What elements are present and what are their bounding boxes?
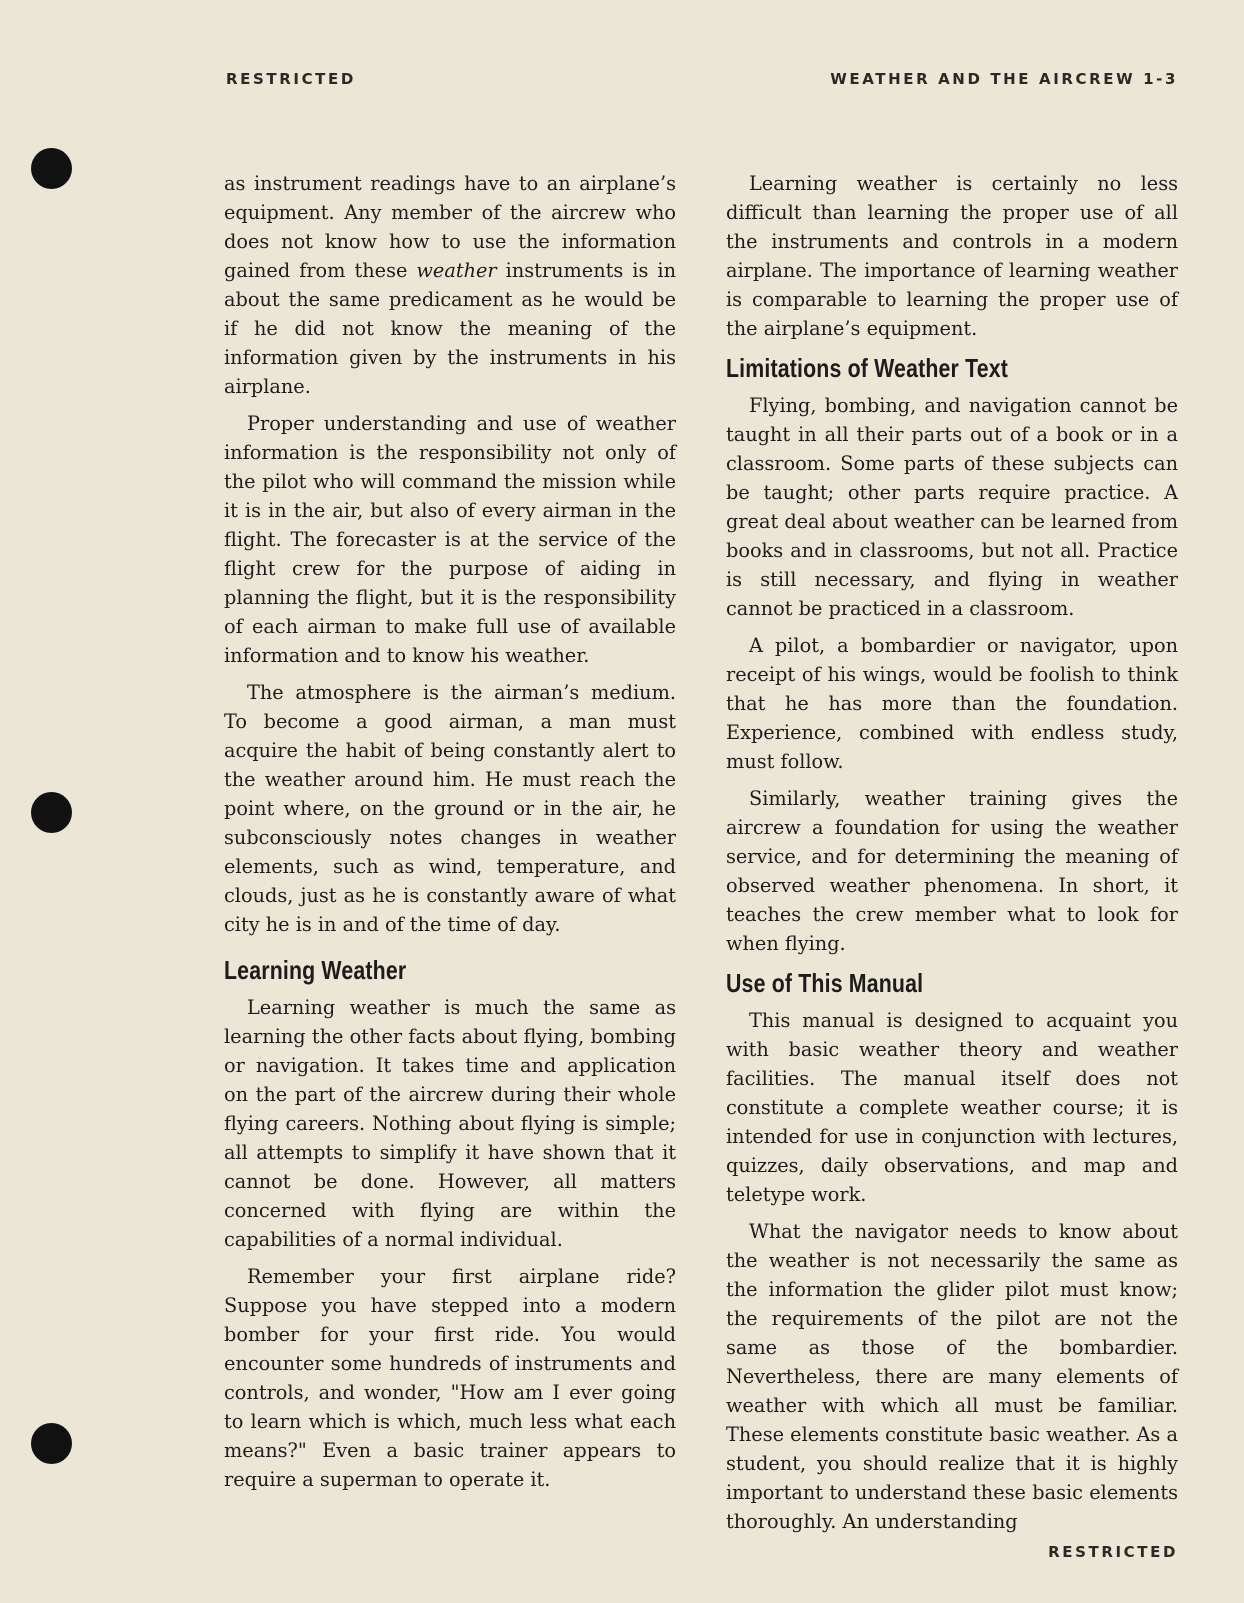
paragraph-text: as instrument readings have to an airplane’s equipment. Any member of the aircrew who does not know how to use the information gained from these: [224, 172, 676, 282]
paragraph: Flying, bombing, and navigation cannot be taught in all their parts out of a book or in a classroom. Some parts of these subjects can be taught; other parts require practice. A great deal about weather can be learned from books and in classrooms, but not all. Practice is still necessary, and flying in weather cannot be practiced in a classroom.: [726, 394, 1178, 620]
paragraph: Learning weather is certainly no less difficult than learning the proper use of all the instruments and controls in a modern airplane. The importance of learning weather is comparable to learning the proper use of the airplane’s equipment.: [726, 172, 1178, 340]
running-header-right: WEATHER AND THE AIRCREW 1-3: [830, 70, 1178, 88]
paragraph: [224, 169, 676, 401]
paragraph: This manual is designed to acquaint you with basic weather theory and weather facilities. The manual itself does not constitute a complete weather course; it is intended for use in conjunction with lectures, quizzes, daily observations, and map and teletype work.: [726, 1009, 1178, 1206]
binder-hole-top: [31, 148, 72, 189]
emphasis-text: weather: [416, 259, 497, 282]
paragraph: The atmosphere is the airman’s medium. To become a good airman, a man must acquire the habit of being constantly alert to the weather around him. He must reach the point where, on the ground or in the air, he subconsciously notes changes in weather elements, such as wind, temperature, and clouds, just as he is constantly aware of what city he is in and of the time of day.: [224, 681, 676, 936]
running-header-left: RESTRICTED: [226, 70, 356, 88]
binder-hole-bottom: [31, 1423, 72, 1464]
paragraph: Learning weather is much the same as learning the other facts about flying, bombing or navigation. It takes time and application on the part of the aircrew during their whole flying careers. Nothing about flying is simple; all attempts to simplify it have shown that it cannot be done. However, all matters concerned with flying are within the capabilities of a normal individual.: [224, 996, 676, 1251]
paragraph: What the navigator needs to know about the weather is not necessarily the same as the information the glider pilot must know; the requirements of the pilot are not the same as those of the bombardier. Nevertheless, there are many elements of weather with which all must be familiar. These elements constitute basic weather. As a student, you should realize that it is highly important to understand these basic elements thoroughly. An understanding: [726, 1220, 1178, 1533]
paragraph: Similarly, weather training gives the aircrew a foundation for using the weather service, and for determining the meaning of observed weather phenomena. In short, it teaches the crew member what to look for when flying.: [726, 787, 1178, 955]
running-footer: RESTRICTED: [1048, 1543, 1178, 1561]
section-heading-limitations: Limitations of Weather Text: [726, 353, 1009, 383]
section-heading-learning-weather: Learning Weather: [224, 955, 407, 985]
section-heading-use-of-manual: Use of This Manual: [726, 968, 924, 998]
paragraph: Proper understanding and use of weather information is the responsibility not only of the pilot who will command the mission while it is in the air, but also of every airman in the flight. The forecaster is at the service of the flight crew for the purpose of aiding in planning the flight, but it is the responsibility of each airman to make full use of available information and to know his weather.: [224, 412, 676, 667]
paragraph-text: instruments is in about the same predicament as he would be if he did not know the meaning of the information given by the instruments in his airplane.: [224, 259, 676, 398]
paragraph: Remember your first airplane ride? Suppose you have stepped into a modern bomber for your first ride. You would encounter some hundreds of instruments and controls, and wonder, "How am I ever going to learn which is which, much less what each means?" Even a basic trainer appears to require a superman to operate it.: [224, 1265, 676, 1491]
right-column: [726, 169, 1178, 1544]
left-column: [224, 169, 676, 1502]
paragraph: A pilot, a bombardier or navigator, upon receipt of his wings, would be foolish to think that he has more than the foundation. Experience, combined with endless study, must follow.: [726, 634, 1178, 773]
binder-hole-middle: [31, 792, 72, 833]
